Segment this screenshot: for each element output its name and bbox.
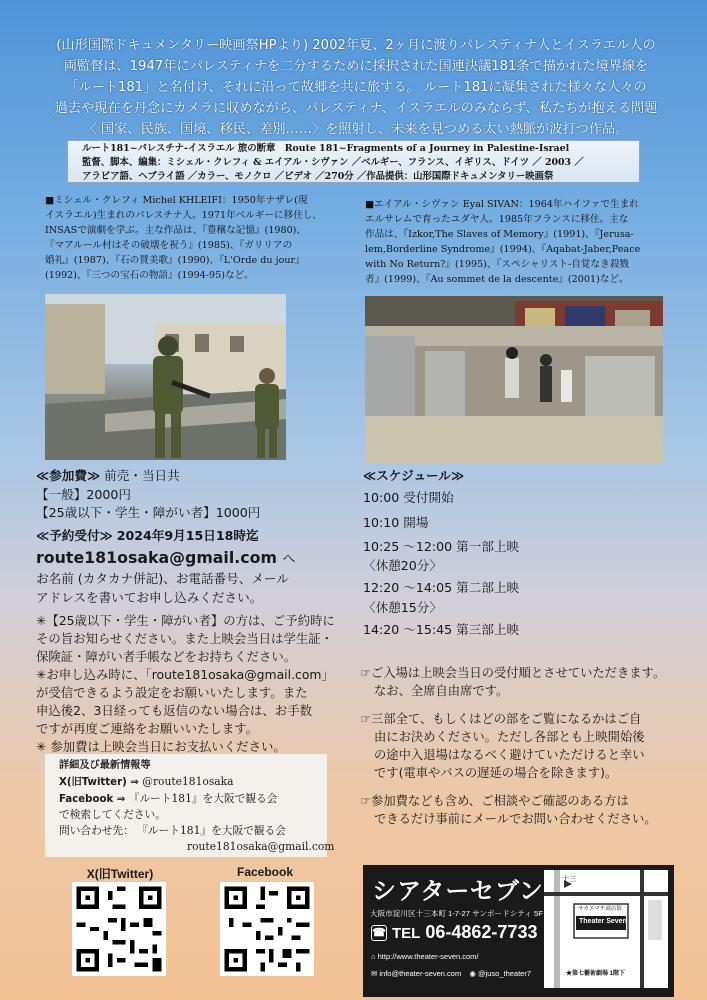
twitter-icon: ◉ (469, 969, 476, 978)
attendance-notes (360, 664, 690, 838)
schedule-row: 14:20 ～15:45 第三部上映 (363, 622, 520, 638)
film-credits-box (67, 140, 640, 183)
note-line: ☞三部全て、もしくはどの部をご覧になるかはご自 (360, 712, 642, 726)
bio-line: ■ミシェル・クレフィ Michel KHLEIFI：1950年ナザレ(現 (45, 195, 308, 206)
schedule-break: 〈休憩20分〉 (363, 558, 442, 574)
theater-name: シアターセブン (372, 878, 544, 905)
bio-line: 『マアルール村はその破壊を祝う』(1985)、『ガリリアの (45, 240, 293, 251)
info-facebook-label: Facebook ⇒ (59, 793, 126, 805)
booking-heading-row (36, 527, 346, 546)
note-line: ✳お申し込み時に、「route181osaka@gmail.com」 (36, 667, 334, 682)
note-line: ✳【25歳以下・学生・障がい者】の方は、ご予約時に (36, 613, 335, 628)
intro-line: (山形国際ドキュメンタリー映画祭HPより) 2002年夏、2ヶ月に渡りパレスティナ人とイスラエル人の (56, 38, 656, 53)
qr-code-x[interactable] (72, 882, 166, 976)
bio-line: 婚礼』(1987)、『石の賛美歌』(1990)、『L'Orde du jour』 (45, 255, 305, 266)
theater-contact-row (371, 969, 531, 978)
note-line: なお、全席自由席です。 (374, 684, 509, 698)
qr-facebook-icon (220, 882, 314, 976)
note-line: 申込後2、3日経っても返信のない場合は、お手数 (36, 703, 312, 718)
booking-email-row (36, 548, 366, 570)
mail-icon: ✉ (371, 969, 378, 978)
film-still-soldiers-illustration (45, 294, 286, 460)
fees-heading-note: 前売・当日共 (104, 468, 180, 483)
bio-line: ■エイアル・シヴァン Eyal SIVAN：1964年ハイファで生まれ (365, 199, 639, 210)
info-facebook-text[interactable]: 『ルート181』を大阪で観る会 (128, 791, 278, 805)
info-x-row (59, 774, 321, 791)
booking-email-suffix: へ (282, 552, 296, 567)
fees-heading: ≪参加費≫ (36, 468, 101, 483)
map-footnote: ★第七藝術劇場 1階下 (566, 971, 626, 977)
theater-tel-label: TEL (392, 925, 421, 942)
info-facebook-row (59, 791, 321, 808)
theater-phone-row (371, 922, 537, 943)
note-line: 保険証・障がい者手帳などをお持ちください。 (36, 649, 297, 664)
bio-line: イスラエル)生まれのパレスチナ人。1971年ベルギーに移住し、 (45, 210, 323, 221)
map-rail-line (554, 870, 560, 988)
map-road (640, 870, 644, 988)
note-line: その旨お知らせください。また上映会当日は学生証・ (36, 631, 334, 646)
qr-x-icon (72, 882, 166, 976)
info-facebook-search: で検索してください。 (59, 808, 166, 822)
qr-code-facebook[interactable] (220, 882, 314, 976)
map-station-label: 十三 (562, 876, 576, 883)
intro-paragraph (36, 35, 676, 140)
schedule-row: 12:20 ～14:05 第二部上映 (363, 580, 520, 596)
info-contact-text: 『ルート181』を大阪で観る会 (137, 824, 286, 838)
booking-note-line: お名前 (カタカナ併記)、お電話番号、メール (36, 571, 289, 586)
booking-instructions (36, 570, 346, 607)
note-line: ☞ご入場は上映会当日の受付順とさせていただきます。 (360, 666, 666, 680)
bio-line: with No Return?』(1995)、『スペシャリスト-自覚なき殺戮 (365, 259, 629, 270)
bio-line: 作品は、『Izkor,The Slaves of Memory』(1991)、『Jerusa- (365, 229, 634, 240)
note-line: ですが再度ご連絡をお願いいたします。 (36, 721, 259, 736)
map-road (544, 892, 668, 896)
attendance-note (360, 664, 690, 700)
map-block (648, 900, 662, 940)
schedule-row: 10:10 開場 (363, 514, 429, 530)
note-line: が受信できるよう設定をお願いいたします。また (36, 685, 308, 700)
info-x-label: X(旧Twitter) ⇒ (59, 776, 139, 788)
director-bio-khleifi (45, 193, 335, 283)
attendance-note (360, 792, 690, 828)
intro-line: 「ルート181」と名付け、それに沿って故郷を共に旅する。 ルート181に凝集された様々な人々の (65, 80, 647, 95)
bio-line: 者』(1999)、『Au sommet de la descente』(2001)など。 (365, 274, 629, 285)
info-contact-row (59, 823, 321, 839)
attendance-note (360, 710, 690, 782)
note-line: できるだけ事前にメールでお問い合わせください。 (374, 812, 657, 826)
intro-line: 過去や現在を丹念にカメラに収めながら、パレスティナ、イスラエルのみならず、私たちが抱える問題 (54, 101, 658, 116)
info-contact-email[interactable]: route181osaka@gmail.com (187, 839, 335, 853)
booking-email-link[interactable]: route181osaka@gmail.com (36, 548, 277, 567)
credits-line: アラビア語、ヘブライ語 ／カラー、モノクロ ／ビデオ ／270分 ／作品提供：山形国際ドキュメンタリー映画祭 (82, 171, 554, 182)
theater-handle[interactable]: @juso_theater7 (477, 969, 532, 978)
info-title: 詳細及び最新情報等 (59, 760, 151, 771)
schedule-row: 10:00 受付開始 (363, 490, 454, 506)
booking-note-line: アドレスを書いてお申し込みください。 (36, 589, 263, 605)
theater-url[interactable]: http://www.theater-seven.com/ (377, 952, 479, 961)
intro-line: 〈 国家、民族、国境、移民、差別……〉を照射し、未来を見つめる太い熱脈が波打つ作品。 (83, 122, 629, 137)
booking-notes (36, 612, 356, 756)
bio-line: (1992)、『三つの宝石の物語』(1994-95)など。 (45, 270, 254, 281)
bio-line: lem,Borderline Syndrome』(1994)、『Aqabat-Jaber,Peace (365, 244, 641, 255)
film-still-checkpoint (365, 296, 663, 463)
note-line: です(電車やバスの遅延の場合を除きます)。 (374, 766, 618, 780)
fee-discount: 【25歳以下・学生・障がい者】1000円 (36, 505, 261, 520)
map-theater-sign: Theater Seven (579, 918, 627, 925)
credits-line: 監督、脚本、編集：ミシェル・クレフィ & エイアル・シヴァン ／ベルギー、フランス、イギリス、ドイツ ／ 2003 ／ (82, 157, 584, 168)
phone-icon: ☎ (372, 927, 386, 940)
note-line: の途中入退場はなるべく避けていただけると幸い (374, 748, 645, 762)
film-still-checkpoint-illustration (365, 296, 663, 463)
qr-facebook-label: Facebook (236, 865, 293, 879)
schedule-break: 〈休憩15分〉 (363, 599, 442, 615)
note-line: ✳ 参加費は上映会当日にお支払いください。 (36, 739, 286, 754)
bio-line: INSASで演劇を学ぶ。主な作品は、『豊穣な記憶』(1980)、 (45, 225, 307, 236)
schedule-heading: ≪スケジュール≫ (363, 468, 465, 483)
web-icon: ⌂ (371, 952, 376, 961)
intro-line: 両監督は、1947年にパレスティナを二分するために採択された国連決議181条で描かれた境界線を (63, 59, 649, 74)
fees-heading-row (36, 467, 346, 486)
bio-line: エルサレムで育ったユダヤ人。1985年フランスに移住。主な (365, 214, 629, 225)
film-still-soldiers (45, 294, 286, 460)
schedule-row: 10:25 ～12:00 第一部上映 (363, 538, 520, 554)
director-bio-sivan (365, 197, 665, 287)
theater-url-row (371, 952, 479, 961)
fee-general: 【一般】2000円 (36, 486, 132, 502)
note-line: 由にお決めください。ただし各部とも上映開始後 (374, 730, 645, 744)
theater-map (544, 870, 668, 988)
booking-heading: ≪予約受付≫ (36, 527, 113, 543)
info-box (45, 754, 335, 857)
film-title-line: ルート181~パレスチナ-イスラエル 旅の断章 Route 181~Fragments of a Journey in Palestine-Israel (82, 143, 570, 154)
info-contact-label: 問い合わせ先： (59, 824, 134, 838)
note-line: ☞参加費なども含め、ご相談やご確認のある方は (360, 794, 629, 808)
qr-x-label: X(旧Twitter) (86, 867, 154, 881)
booking-deadline: 2024年9月15日18時迄 (116, 527, 259, 543)
theater-info-box (363, 865, 674, 997)
theater-tel[interactable]: 06-4862-7733 (425, 922, 538, 942)
map-building-label: サカエマチ商店街 (578, 906, 622, 912)
theater-address: 大阪市淀川区十三本町 1-7-27 サンポードシティ 5F (370, 909, 543, 918)
info-x-handle[interactable]: @route181osaka (142, 774, 234, 788)
schedule-section (363, 467, 663, 640)
fees-section (36, 467, 346, 545)
theater-email[interactable]: info@theater-seven.com (379, 969, 462, 978)
